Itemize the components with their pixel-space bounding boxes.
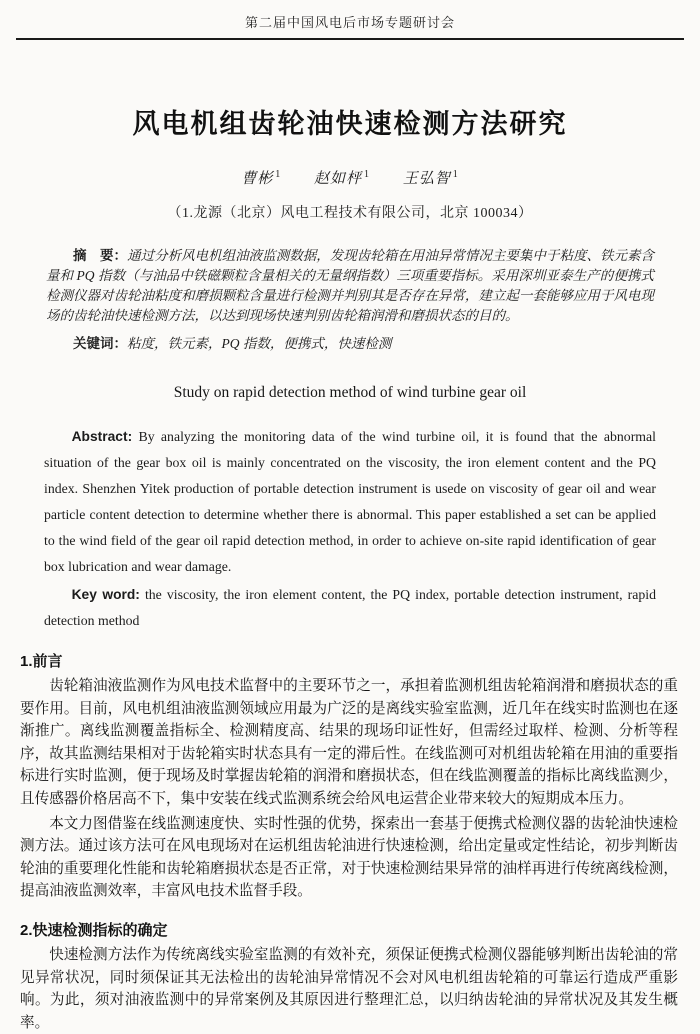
abstract-cn xyxy=(46,246,654,326)
author-3 xyxy=(403,171,459,187)
section-2-body xyxy=(0,944,700,1034)
english-title: Study on rapid detection method of wind turbine gear oil xyxy=(173,384,527,401)
section-1-body xyxy=(0,675,700,903)
running-head: 第二届中国风电后市场专题研讨会 xyxy=(244,15,455,30)
section-2-heading: 2.快速检测指标的确定 xyxy=(20,921,168,939)
author-1-name: 曹彬 xyxy=(241,171,274,187)
abstract-en-label: Abstract: xyxy=(71,429,133,444)
keywords-en xyxy=(44,582,656,634)
author-3-superscript: 1 xyxy=(452,169,459,180)
author-2 xyxy=(314,171,370,187)
abstract-cn-label: 摘 要： xyxy=(73,248,128,263)
keywords-cn xyxy=(46,334,654,354)
section-2 xyxy=(0,919,700,1034)
author-2-name: 赵如枰 xyxy=(313,171,362,187)
keywords-en-label: Key word: xyxy=(71,587,140,602)
section-1-paragraph-2: 本文力图借鉴在线监测速度快、实时性强的优势，探索出一套基于便携式检测仪器的齿轮油快速检测方法。通过该方法可在风电现场对在运机组齿轮油进行快速检测，给出定量或定性结论，初步判断齿轮油的重要理化性能和齿轮箱磨损状态是否正常，对于快速检测结果异常的油样再进行传统离线检测，提高油液监测效率，丰富风电技术监督手段。 xyxy=(20,815,678,900)
section-2-paragraph-1: 快速检测方法作为传统离线实验室监测的有效补充，须保证便携式检测仪器能够判断出齿轮油的常见异常状况，同时须保证其无法检出的齿轮油异常情况不会对风电机组齿轮箱的可靠运行造成严重影响。为此，须对油液监测中的异常案例及其原因进行整理汇总，以归纳齿轮油的异常状况及其发生概率。 xyxy=(20,946,678,1031)
section-1-heading: 1.前言 xyxy=(20,653,63,670)
section-1 xyxy=(0,650,700,903)
keywords-cn-label: 关键词： xyxy=(73,336,127,351)
abstract-cn-text: 通过分析风电机组油液监测数据，发现齿轮箱在用油异常情况主要集中于粘度、铁元素含量和 PQ 指数（与油品中铁磁颗粒含量相关的无量纲指数）三项重要指标。采用深圳亚泰生产的便携式检测仪器对齿轮油粘度和磨损颗粒含量进行检测并判别其是否存在异常，建立起一套能够应用于风电现场的齿轮油快速检测方法，以达到现场快速判别齿轮箱润滑和磨损状态的目的。 xyxy=(46,248,655,323)
author-1-superscript: 1 xyxy=(275,169,282,180)
paper-title: 风电机组齿轮油快速检测方法研究 xyxy=(132,109,568,139)
authors-line xyxy=(0,167,700,188)
affiliation: （1.龙源（北京）风电工程技术有限公司，北京 100034） xyxy=(167,206,533,221)
abstract-en xyxy=(44,424,656,580)
header-rule xyxy=(16,38,684,40)
author-2-superscript: 1 xyxy=(364,169,370,180)
author-1 xyxy=(241,171,281,187)
keywords-en-text: the viscosity, the iron element content, the PQ index, portable detection instrument, rapid detection method xyxy=(44,587,656,628)
keywords-cn-text: 粘度，铁元素，PQ 指数，便携式，快速检测 xyxy=(127,336,392,351)
abstract-en-text: By analyzing the monitoring data of the wind turbine oil, it is found that the abnormal situation of the gear box oil is mainly concentrated on the viscosity, the iron element content and the PQ index. Shenzhen Yitek production of portable detection instrument is usede on viscosity of gear oil and wear particle content detection to determine whether there is abnormal. This paper established a set can be applied to the wind field of the gear oil rapid detection method, in order to achieve on-site rapid identification of gear box lubrication and wear damage. xyxy=(44,429,656,574)
author-3-name: 王弘智 xyxy=(402,171,451,187)
abstract-cn-paragraph xyxy=(46,246,654,326)
abstract-en-paragraph xyxy=(44,424,656,580)
section-1-paragraph-1: 齿轮箱油液监测作为风电技术监督中的主要环节之一，承担着监测机组齿轮箱润滑和磨损状态的重要作用。目前，风电机组油液监测领域应用最为广泛的是离线实验室监测，近几年在线实时监测也在逐渐推广。离线监测覆盖指标全、检测精度高、结果的现场印证性好，但需经过取样、检测、分析等程序，故其监测结果相对于齿轮箱实时状态具有一定的滞后性。在线监测可对机组齿轮箱在用油的重要指标进行实时监测，便于现场及时掌握齿轮箱的润滑和磨损状态，但在线监测覆盖的指标比离线监测少，且传感器价格居高不下，集中安装在线式监测系统会给风电运营企业带来较大的短期成本压力。 xyxy=(20,678,678,807)
